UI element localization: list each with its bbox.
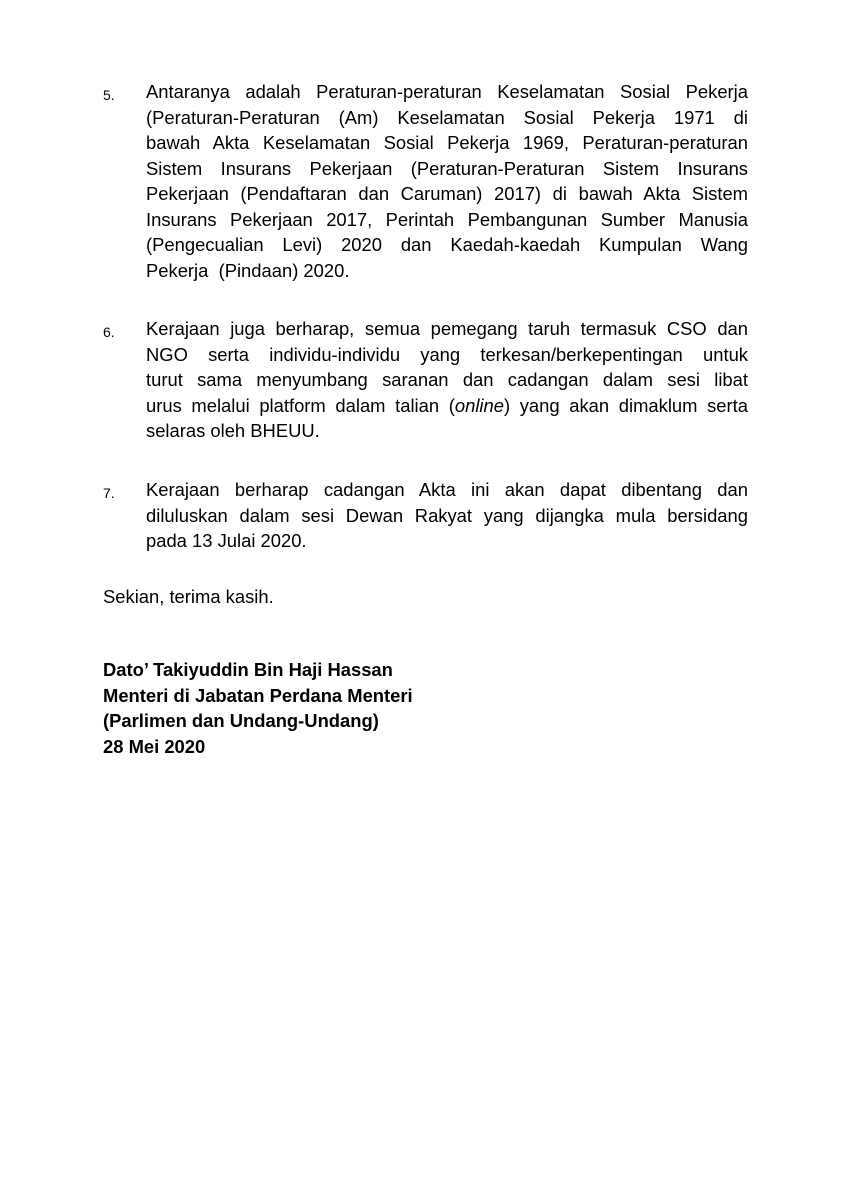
- paragraph-6: [103, 316, 748, 444]
- document-date: 28 Mei 2020: [103, 735, 206, 757]
- text-line: Insurans Pekerjaan 2017, Perintah Pembangunan Sumber Manusia: [146, 208, 748, 230]
- closing-remark: Sekian, terima kasih.: [103, 586, 274, 607]
- signatory-position: Menteri di Jabatan Perdana Menteri: [103, 684, 413, 706]
- text-line: NGO serta individu-individu yang terkesan/berkepentingan untuk: [146, 343, 748, 365]
- text-line: (Pengecualian Levi) 2020 dan Kaedah-kaedah Kumpulan Wang: [146, 234, 748, 255]
- paragraph-text: [146, 316, 748, 444]
- italic-term: online: [454, 394, 504, 416]
- text-segment: ) yang akan dimaklum serta: [503, 394, 748, 416]
- text-line: Kerajaan berharap cadangan Akta ini akan dapat dibentang dan: [146, 479, 748, 500]
- text-segment: urus melalui platform dalam talian (: [146, 394, 455, 416]
- text-line: Sistem Insurans Pekerjaan (Peraturan-Peraturan Sistem Insurans: [146, 157, 748, 179]
- text-line: pada 13 Julai 2020.: [146, 530, 307, 551]
- paragraph-number: 6.: [103, 324, 115, 340]
- text-line: Antaranya adalah Peraturan-peraturan Keselamatan Sosial Pekerja: [146, 81, 748, 102]
- text-line: turut sama menyumbang saranan dan cadangan dalam sesi libat: [146, 369, 748, 390]
- signatory-name: Dato’ Takiyuddin Bin Haji Hassan: [103, 659, 393, 680]
- text-line: Pekerjaan (Pendaftaran dan Caruman) 2017) di bawah Akta Sistem: [146, 183, 748, 204]
- text-line: bawah Akta Keselamatan Sosial Pekerja 1969, Peraturan-peraturan: [146, 132, 748, 153]
- paragraph-number: 7.: [103, 485, 115, 501]
- text-line: selaras oleh BHEUU.: [146, 420, 320, 441]
- paragraph-text: [146, 79, 748, 283]
- signature-block: [103, 657, 413, 759]
- signatory-portfolio: (Parlimen dan Undang-Undang): [103, 710, 379, 731]
- text-line: (Peraturan-Peraturan (Am) Keselamatan Sosial Pekerja 1971 di: [146, 106, 748, 128]
- text-line: Pekerja (Pindaan) 2020.: [146, 259, 350, 281]
- paragraph-number: 5.: [103, 87, 115, 103]
- text-line: diluluskan dalam sesi Dewan Rakyat yang dijangka mula bersidang: [146, 504, 748, 526]
- text-line: [146, 393, 748, 419]
- paragraph-5: [103, 79, 748, 283]
- text-line: Kerajaan juga berharap, semua pemegang taruh termasuk CSO dan: [146, 318, 748, 339]
- paragraph-text: [146, 477, 748, 554]
- paragraph-7: [103, 477, 748, 554]
